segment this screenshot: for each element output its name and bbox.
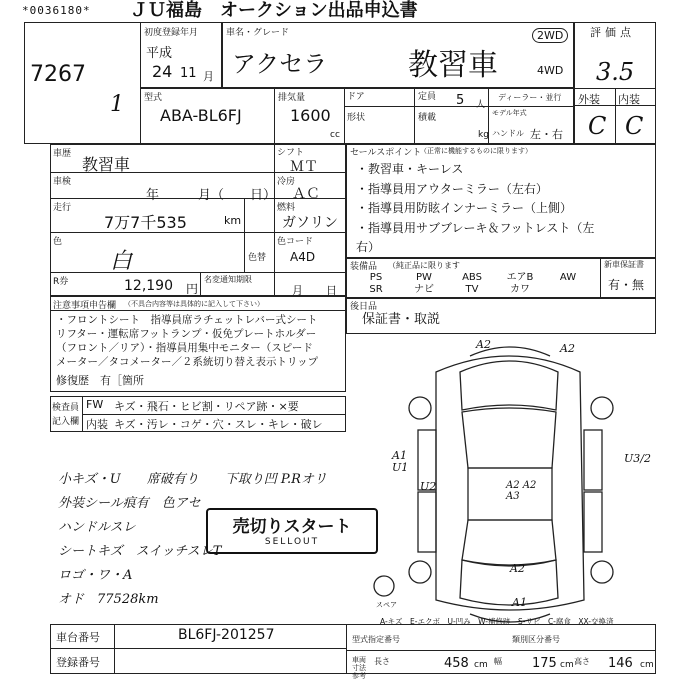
exterior-label: 外装 (578, 93, 600, 106)
sales-point-item: ・指導員用アウターミラー（左右） (356, 181, 548, 196)
vehicle-name-label: 車名・グレード (226, 28, 290, 38)
sales-point-item: ・指導員用サブブレーキ＆フットレスト（左 (356, 220, 595, 235)
load-label: 積載 (418, 113, 437, 123)
length-unit: cm (474, 660, 488, 670)
sales-point-item: ・教習車・キーレス (356, 162, 464, 176)
recycle-value: 12,190 (124, 278, 173, 294)
handwritten-line: シートキズ スイッチスレT (58, 544, 222, 559)
equipment-code: PW (416, 272, 432, 283)
drive-2wd: 2WD (532, 28, 568, 43)
inspector-row2-head: 内装 (86, 418, 108, 431)
equipment-sub: ナビ (414, 284, 434, 295)
equipment-sub: SR (369, 284, 383, 295)
footer-v1 (114, 624, 115, 674)
car-windshield (462, 408, 556, 468)
notes-line: ・フロントシート 指導員席ラチェットレバー式シート (56, 314, 318, 326)
inspector-row1: キズ・飛石・ヒビ割・リペア跡・×要 (114, 400, 299, 413)
dimensions-ref-label: 車両寸法参考 (352, 656, 366, 680)
handwritten-line: ロゴ・ワ・A (58, 568, 133, 583)
height-label: 高さ (574, 657, 590, 666)
damage-mark-5: U3/2 (624, 452, 651, 465)
sales-point-item: 右） (356, 240, 381, 254)
sellout-stamp-sub: SELLOUT (264, 537, 320, 547)
equipment-code: PS (369, 272, 383, 283)
color-value: 白 (110, 249, 133, 274)
warranty-label: 新車保証書 (604, 260, 644, 269)
history-label: 車歴 (53, 149, 72, 159)
handwritten-line: ハンドルスレ (58, 520, 136, 535)
recycle-unit: 円 (186, 282, 199, 296)
notes-line: （フロント／リア）・指導員用集中モニター（スピード (56, 342, 313, 354)
width-unit: cm (560, 660, 574, 670)
chassis-value: BL6FJ-201257 (178, 627, 275, 643)
equipment-code: エアB (506, 272, 534, 283)
transfer-label: 名変通知期限 (204, 275, 252, 284)
equipment-sub: TV (465, 284, 479, 295)
evaluation-score: 3.5 (596, 58, 635, 86)
wheel-rear-right (591, 561, 613, 583)
damage-mark-2: A2 (560, 342, 575, 355)
footer-h1 (50, 648, 346, 649)
attachments-label: 後日品 (350, 302, 378, 312)
inspector-row2: キズ・汚レ・コゲ・穴・スレ・キレ・破レ (114, 418, 323, 431)
door-label: ドア (347, 92, 365, 102)
notes-label: 注意事項申告欄 (53, 301, 117, 311)
model-value: ABA-BL6FJ (160, 106, 242, 125)
damage-mark-6: A2 A2 A3 (506, 480, 537, 502)
shift-value: ＭＴ (290, 159, 318, 175)
width-label: 幅 (494, 657, 502, 666)
wheel-front-left (409, 397, 431, 419)
wheel-rear-left (409, 561, 431, 583)
registration-month-unit: 月 (203, 70, 214, 83)
registration-era: 平成 (146, 46, 173, 61)
drive-4wd: 4WD (537, 64, 564, 77)
footer-h2 (346, 650, 656, 651)
history-value: 教習車 (82, 155, 131, 174)
damage-mark-1: A2 (476, 338, 491, 351)
notes-line: リフター・運転席フットランプ・仮免プレートホルダー (56, 328, 317, 340)
registration-number-label: 登録番号 (56, 656, 100, 669)
aircon-label: 冷房 (277, 177, 296, 187)
inspector-row1-head: FW (86, 398, 104, 411)
handwritten-line: オド 77528km (58, 592, 159, 607)
interior-grade: C (625, 112, 644, 140)
height-unit: cm (640, 660, 654, 670)
equipment-code: AW (559, 272, 577, 283)
equipment-code: ABS (462, 272, 482, 283)
damage-mark-3: A1 U1 (392, 449, 409, 474)
seats-value: 5 (456, 93, 465, 108)
notes-line: メーター／タコメーター／２系統切り替え表示トリップ (56, 356, 319, 368)
fuel-value: ガソリン (282, 215, 338, 231)
lot-mark: 1 (110, 92, 124, 117)
displacement-unit: cc (330, 130, 340, 140)
fuel-label: 燃料 (277, 203, 296, 213)
spare-tire (374, 576, 394, 596)
dealer-label: ディーラー・並行 (498, 93, 562, 102)
warranty-value: 有・無 (608, 278, 645, 292)
sales-point-item: ・指導員用防眩インナーミラー（上側） (356, 201, 573, 215)
model-label: 型式 (144, 93, 163, 103)
form-title: ＪＵ福島 オークション出品申込書 (130, 0, 418, 21)
spare-label: スペア (376, 601, 397, 609)
damage-mark-4: U2 (420, 480, 437, 493)
sales-points-label: セールスポイント (350, 148, 422, 158)
load-unit: kg (478, 130, 489, 140)
equipment-label: 装備品 (350, 262, 378, 272)
inspection-year: 年 (146, 188, 160, 203)
notes-note: （不具合内容等は具体的に記入して下さい） (124, 300, 264, 308)
handle-value: 左・右 (530, 128, 563, 141)
equipment-sub: カワ (510, 284, 530, 295)
inspector-label-2: 記入欄 (52, 417, 80, 427)
length-value: 458 (444, 656, 469, 671)
exterior-grade: C (588, 112, 607, 140)
color-code-value: A4D (290, 250, 316, 264)
car-trunk (460, 560, 558, 605)
car-right-rear-door (584, 492, 602, 552)
color-label: 色 (53, 237, 63, 247)
registration-year: 24 (152, 62, 173, 81)
damage-mark-7: A2 (510, 562, 525, 575)
wheel-front-right (591, 397, 613, 419)
sellout-stamp-text: 売切りスタート (232, 517, 352, 537)
shift-label: シフト (277, 148, 305, 158)
handle-label: ハンドル (492, 129, 524, 138)
car-right-front-door (584, 430, 602, 490)
inspection-day: 日） (250, 188, 277, 203)
repair-history: 修復歴 有［箇所 (56, 374, 144, 387)
handwritten-line: 外装シール痕有 色アセ (58, 496, 201, 511)
vehicle-grade: 教習車 (408, 48, 498, 83)
transfer-day: 日 (326, 284, 337, 297)
lot-number: 7267 (30, 62, 86, 87)
mileage-label: 走行 (53, 203, 72, 213)
color-code-label: 色コード (277, 237, 314, 247)
inspector-label-1: 検査員 (52, 403, 80, 413)
class-label: 類別区分番号 (512, 635, 560, 644)
aircon-value: ＡＣ (292, 186, 320, 202)
seats-label: 定員 (418, 92, 437, 102)
interior-label: 内装 (618, 93, 640, 106)
registration-month: 11 (180, 66, 197, 81)
attachments-value: 保証書・取説 (362, 312, 441, 327)
damage-mark-8: A1 (512, 596, 527, 609)
displacement-label: 排気量 (278, 93, 306, 103)
car-rear-window (462, 520, 556, 565)
car-left-rear-door (418, 492, 436, 552)
mileage-unit: km (224, 214, 242, 227)
sales-points-note: （正常に機能するものに限ります） (420, 147, 532, 155)
shape-label: 形状 (347, 113, 366, 123)
inspection-label: 車検 (53, 177, 72, 187)
transfer-month: 月 (292, 284, 303, 297)
displacement-value: 1600 (290, 106, 331, 125)
height-value: 146 (608, 656, 633, 671)
equipment-note: （純正品に限ります (388, 261, 460, 270)
handwritten-line: 小キズ・U 席破有り 下取り凹 P.Rオリ (58, 472, 327, 487)
barcode: *0036180* (22, 4, 91, 17)
car-hood (460, 361, 558, 410)
footer-v2 (346, 624, 347, 674)
vehicle-name: アクセラ (232, 50, 328, 78)
chassis-label: 車台番号 (56, 631, 100, 644)
recycle-label: R券 (53, 277, 69, 287)
color-change-label: 色替 (248, 253, 267, 263)
evaluation-label: 評価点 (590, 26, 635, 39)
model-year-label: モデル年式 (492, 109, 527, 117)
registration-label: 初度登録年月 (144, 28, 199, 38)
damage-legend: A-キズ E-エクボ U-凹み W-補修跡 S-サビ C-腐食 XX-交換済 (380, 617, 614, 626)
mileage-value: 7万7千535 (104, 213, 187, 232)
inspection-month: 月（ (198, 188, 225, 203)
length-label: 長さ (374, 657, 390, 666)
width-value: 175 (532, 656, 557, 671)
type-cert-label: 型式指定番号 (352, 635, 400, 644)
seats-unit: 人 (476, 100, 486, 110)
